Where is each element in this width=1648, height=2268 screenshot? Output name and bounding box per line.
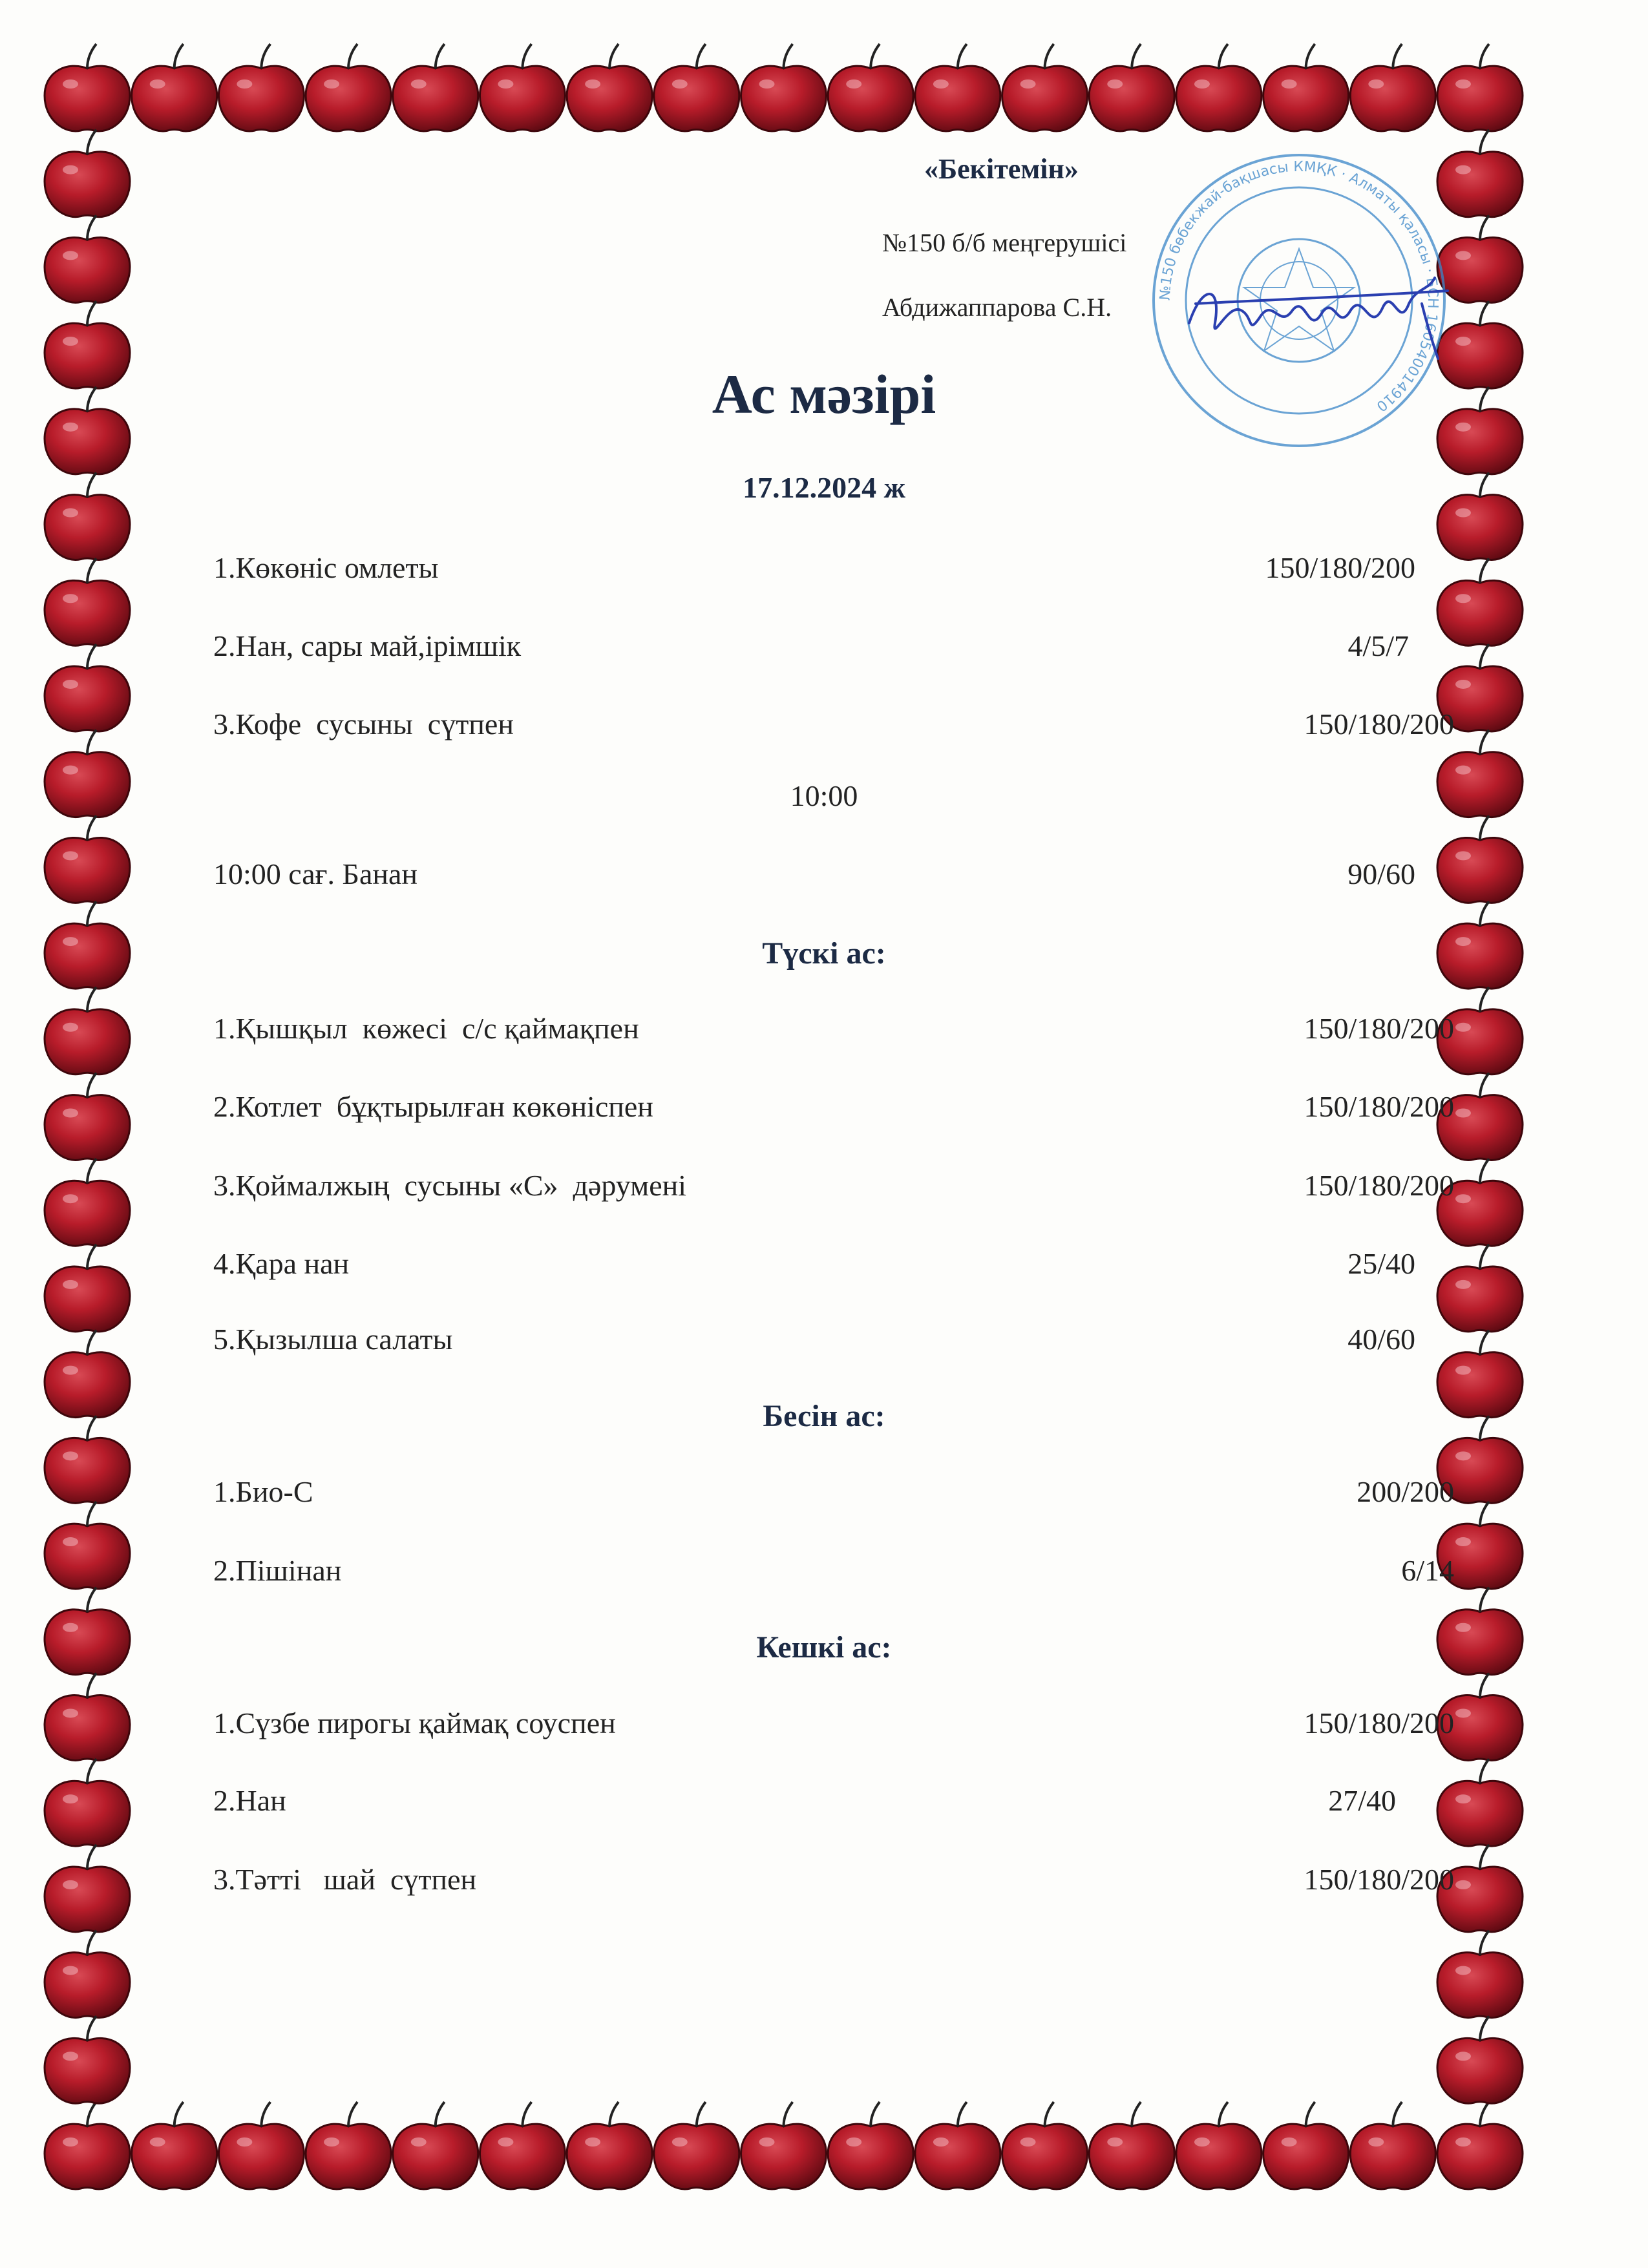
menu-row [213, 1783, 1454, 1822]
apple-decoration [828, 2102, 913, 2189]
menu-row [213, 1475, 1454, 1513]
apple-decoration [741, 2102, 827, 2189]
apple-decoration [45, 215, 130, 302]
dish-portion: 40/60 [1347, 1323, 1415, 1356]
apple-decoration [1437, 2016, 1523, 2103]
apple-decoration [480, 44, 565, 131]
apple-decoration [45, 44, 130, 131]
apple-decoration [45, 2102, 130, 2189]
apple-decoration [1002, 44, 1088, 131]
menu-row [213, 1011, 1454, 1050]
apple-decoration [45, 130, 130, 217]
dish-portion: 150/180/200 [1304, 1169, 1454, 1202]
apple-decoration [132, 44, 217, 131]
menu-row [213, 1168, 1454, 1207]
apple-decoration [45, 1073, 130, 1160]
apple-decoration [654, 44, 739, 131]
apple-decoration [45, 1244, 130, 1332]
apple-decoration [45, 815, 130, 903]
apple-decoration [480, 2102, 565, 2189]
apple-decoration [1350, 2102, 1435, 2189]
apple-decoration [1002, 2102, 1088, 2189]
apple-decoration [654, 2102, 739, 2189]
apple-decoration [393, 2102, 478, 2189]
apple-decoration [218, 44, 304, 131]
dish-name: 1.Био-С [213, 1475, 313, 1508]
dish-portion: 150/180/200 [1265, 551, 1415, 584]
apple-decoration [1263, 44, 1349, 131]
apple-decoration [45, 644, 130, 731]
menu-row [213, 629, 1454, 667]
snack-time-heading: 10:00 [790, 779, 858, 812]
apple-decoration [306, 44, 391, 131]
menu-row [213, 857, 1454, 896]
apple-decoration [218, 2102, 304, 2189]
apple-decoration [741, 44, 827, 131]
apple-decoration [306, 2102, 391, 2189]
apple-decoration [1176, 44, 1262, 131]
approval-title: «Бекітемін» [924, 153, 1079, 185]
apple-decoration [45, 2016, 130, 2103]
apple-decoration [1176, 2102, 1262, 2189]
dish-name: 4.Қара нан [213, 1247, 350, 1280]
apple-decoration [1437, 2102, 1523, 2189]
dish-name: 3.Кофе сусыны сүтпен [213, 708, 514, 740]
apple-decoration [1263, 2102, 1349, 2189]
menu-title: Ас мәзірі [712, 363, 936, 425]
apple-decoration [45, 1502, 130, 1589]
stamp-text: №150 бөбекжай-бақшасы КМҚК · Алматы қаласы · БСН 160540014910 [1157, 158, 1441, 415]
dish-name: 2.Котлет бұқтырылған көкөніспен [213, 1090, 653, 1123]
apple-decoration [915, 44, 1000, 131]
apple-decoration [1350, 44, 1435, 131]
apple-decoration [828, 44, 913, 131]
handwritten-signature [1176, 265, 1461, 362]
apple-decoration [567, 44, 652, 131]
afternoon-heading: Бесін ас: [763, 1399, 885, 1433]
dish-name: 1.Қышқыл көжесі с/с қаймақпен [213, 1012, 639, 1045]
apple-decoration [1089, 2102, 1174, 2189]
dish-name: 1.Көкөніс омлеты [213, 551, 439, 584]
apple-decoration [132, 2102, 217, 2189]
dish-name: 10:00 сағ. Банан [213, 857, 418, 890]
dish-portion: 4/5/7 [1347, 629, 1409, 662]
apple-decoration [1437, 1931, 1523, 2018]
dish-name: 1.Сүзбе пирогы қаймақ соуспен [213, 1706, 616, 1739]
dish-name: 2.Нан [213, 1784, 286, 1817]
dish-portion: 150/180/200 [1304, 1863, 1454, 1896]
dish-portion: 25/40 [1347, 1247, 1415, 1280]
apple-decoration [567, 2102, 652, 2189]
dish-portion: 27/40 [1328, 1784, 1396, 1817]
apple-decoration [1089, 44, 1174, 131]
apple-decoration [45, 1159, 130, 1246]
approver-name: Абдижаппарова С.Н. [882, 293, 1112, 322]
dish-portion: 6/14 [1401, 1554, 1454, 1587]
apple-decoration [45, 1845, 130, 1932]
dish-portion: 150/180/200 [1304, 1706, 1454, 1739]
menu-row [213, 1862, 1454, 1901]
menu-row [213, 1553, 1454, 1592]
apple-decoration [45, 987, 130, 1075]
menu-row [213, 707, 1454, 746]
lunch-heading: Түскі ас: [762, 936, 886, 971]
dish-name: 2.Пішінан [213, 1554, 342, 1587]
dish-portion: 150/180/200 [1304, 1012, 1454, 1045]
dinner-heading: Кешкі ас: [756, 1630, 892, 1664]
approver-role: №150 б/б меңгерушісі [882, 228, 1127, 257]
dish-name: 2.Нан, сары май,ірімшік [213, 629, 522, 662]
menu-row [213, 1089, 1454, 1128]
apple-decoration [45, 1759, 130, 1846]
apple-decoration [915, 2102, 1000, 2189]
menu-row [213, 551, 1454, 589]
menu-row [213, 1706, 1454, 1745]
apple-decoration [45, 558, 130, 646]
apple-decoration [45, 1931, 130, 2018]
dish-portion: 200/200 [1357, 1475, 1454, 1508]
dish-name: 5.Қызылша салаты [213, 1323, 453, 1356]
apple-decoration [45, 1673, 130, 1760]
dish-portion: 90/60 [1347, 857, 1415, 890]
menu-row [213, 1322, 1454, 1361]
dish-name: 3.Тәтті шай сүтпен [213, 1863, 477, 1896]
menu-row [213, 1246, 1454, 1285]
dish-name: 3.Қоймалжың сусыны «С» дәрумені [213, 1169, 687, 1202]
apple-decoration [393, 44, 478, 131]
menu-date: 17.12.2024 ж [743, 471, 905, 504]
dish-portion: 150/180/200 [1304, 1090, 1454, 1123]
apple-decoration [1437, 44, 1523, 131]
dish-portion: 150/180/200 [1304, 708, 1454, 740]
